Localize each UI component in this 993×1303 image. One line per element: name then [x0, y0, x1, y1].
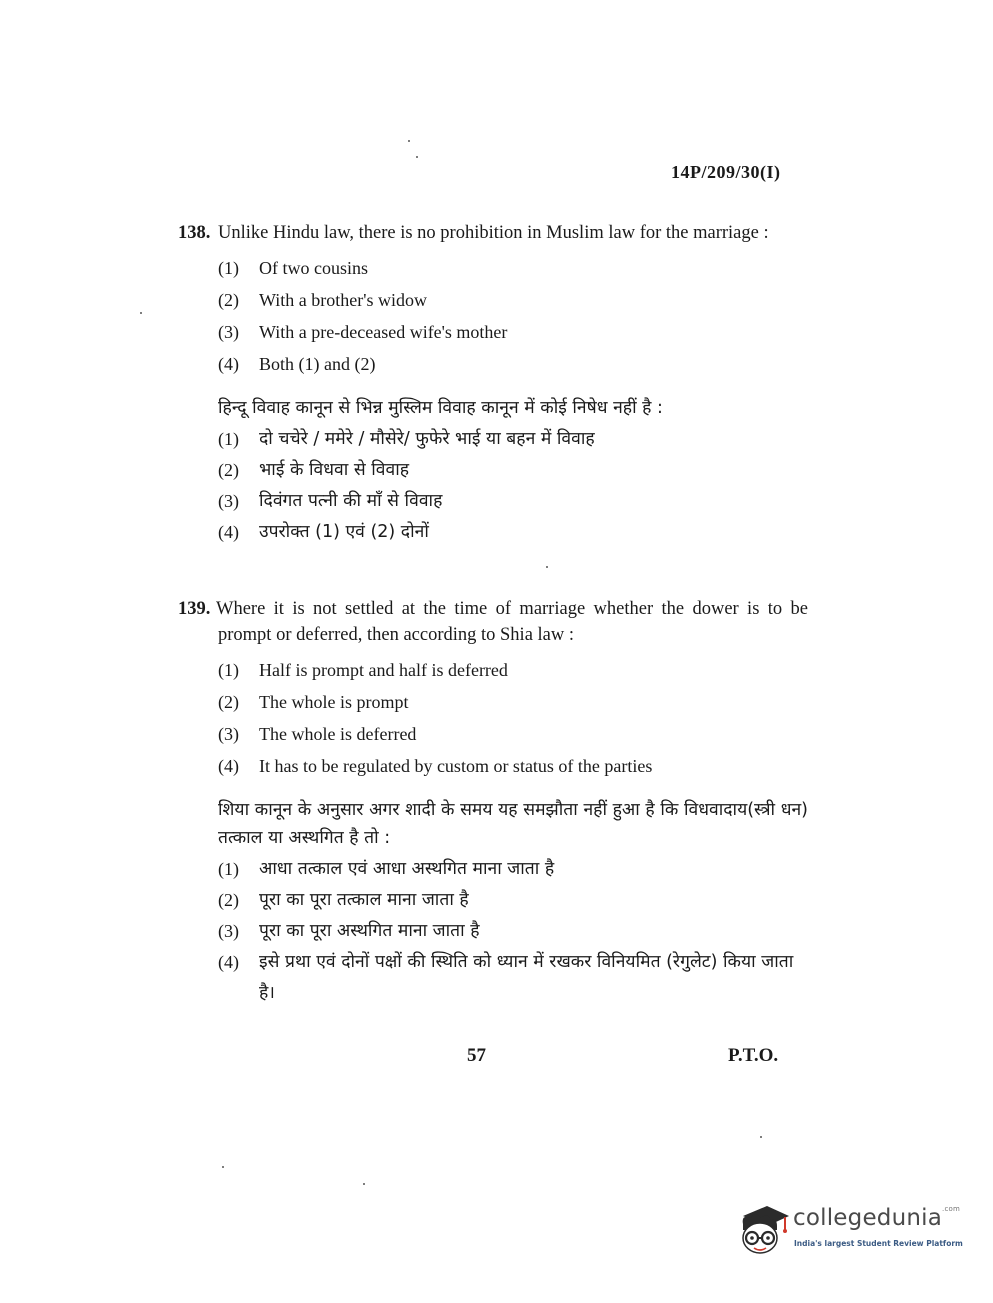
option-hi-4 — [218, 517, 808, 548]
option-number: (1) — [218, 859, 239, 879]
option-number: (3) — [218, 724, 239, 744]
collegedunia-logo-icon — [737, 1200, 789, 1258]
scan-speck — [760, 1136, 762, 1138]
option-text: The whole is deferred — [259, 724, 417, 744]
page-number: 57 — [467, 1045, 486, 1066]
option-text: पूरा का पूरा तत्काल माना जाता है — [259, 890, 469, 910]
option-number: (4) — [218, 354, 239, 374]
brand-tagline: India's largest Student Review Platform — [794, 1239, 963, 1248]
options-en — [178, 252, 808, 380]
option-hi-4 — [218, 947, 808, 1009]
scan-speck — [546, 566, 548, 568]
scan-speck — [140, 312, 142, 314]
scan-speck — [416, 156, 418, 158]
option-number: (1) — [218, 660, 239, 680]
option-text: With a pre-deceased wife's mother — [259, 322, 508, 342]
option-text: Of two cousins — [259, 258, 368, 278]
scan-speck — [408, 140, 410, 142]
option-hi-2 — [218, 885, 808, 916]
option-number: (2) — [218, 890, 239, 910]
option-number: (4) — [218, 952, 239, 972]
option-number: (2) — [218, 290, 239, 310]
option-number: (4) — [218, 522, 239, 542]
options-hi — [218, 424, 808, 548]
option-text: The whole is prompt — [259, 692, 409, 712]
option-number: (3) — [218, 491, 239, 511]
option-hi-3 — [218, 916, 808, 947]
question-139 — [178, 596, 808, 1009]
option-text: भाई के विधवा से विवाह — [259, 460, 410, 480]
option-number: (2) — [218, 460, 239, 480]
option-hi-1 — [218, 854, 808, 885]
option-en-1 — [218, 252, 808, 284]
option-text: इसे प्रथा एवं दोनों पक्षों की स्थिति को ध्यान में रखकर विनियमित (रेगुलेट) किया जाता है। — [259, 952, 794, 1003]
option-number: (3) — [218, 322, 239, 342]
question-number: 138. — [178, 223, 211, 243]
option-text: Both (1) and (2) — [259, 354, 376, 374]
question-text: Where it is not settled at the time of marriage whether the dower is to be prompt or deferred, then according to Shia law : — [216, 599, 808, 645]
option-number: (2) — [218, 692, 239, 712]
question-stem-hi: हिन्दू विवाह कानून से भिन्न मुस्लिम विवाह कानून में कोई निषेध नहीं है : — [218, 398, 663, 418]
pto-label: P.T.O. — [728, 1045, 779, 1066]
collegedunia-watermark — [737, 1200, 967, 1260]
option-text: आधा तत्काल एवं आधा अस्थगित माना जाता है — [259, 859, 555, 879]
option-text: उपरोक्त (1) एवं (2) दोनों — [259, 522, 429, 542]
option-en-4 — [218, 348, 808, 380]
option-number: (3) — [218, 921, 239, 941]
option-en-2 — [218, 686, 808, 718]
scan-speck — [363, 1183, 365, 1185]
option-number: (4) — [218, 756, 239, 776]
option-en-3 — [218, 718, 808, 750]
option-hi-2 — [218, 455, 808, 486]
option-en-3 — [218, 316, 808, 348]
hindi-version — [178, 394, 808, 548]
options-en — [178, 654, 808, 782]
options-hi — [218, 854, 808, 1009]
brand-text: collegedunia — [793, 1205, 943, 1231]
option-text: It has to be regulated by custom or status of the parties — [259, 756, 653, 776]
option-hi-1 — [218, 424, 808, 455]
option-text: पूरा का पूरा अस्थगित माना जाता है — [259, 921, 480, 941]
option-number: (1) — [218, 429, 239, 449]
question-stem-hi: शिया कानून के अनुसार अगर शादी के समय यह समझौता नहीं हुआ है कि विधवादाय(स्त्री धन) तत्काल या अस्थगित है तो : — [218, 800, 808, 848]
option-text: दिवंगत पत्नी की माँ से विवाह — [259, 491, 443, 511]
option-hi-3 — [218, 486, 808, 517]
option-text: दो चचेरे / ममेरे / मौसेरे/ फुफेरे भाई या बहन में विवाह — [259, 429, 595, 449]
scan-speck — [222, 1166, 224, 1168]
option-text: Half is prompt and half is deferred — [259, 660, 508, 680]
option-en-2 — [218, 284, 808, 316]
option-en-1 — [218, 654, 808, 686]
hindi-version — [178, 796, 808, 1009]
brand-suffix: .com — [942, 1205, 961, 1213]
brand-name — [793, 1205, 960, 1231]
question-stem-en — [178, 596, 808, 648]
question-stem-en — [178, 220, 808, 246]
question-138 — [178, 220, 808, 548]
paper-code: 14P/209/30(I) — [671, 162, 781, 182]
question-number: 139. — [178, 599, 211, 619]
option-text: With a brother's widow — [259, 290, 427, 310]
question-text: Unlike Hindu law, there is no prohibition in Muslim law for the marriage : — [218, 223, 769, 243]
option-en-4 — [218, 750, 808, 782]
option-number: (1) — [218, 258, 239, 278]
